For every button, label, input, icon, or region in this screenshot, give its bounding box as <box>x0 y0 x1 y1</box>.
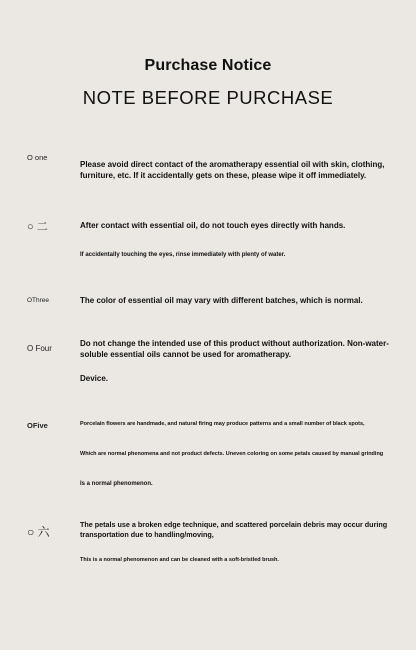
notice-item-five-text-2: Which are normal phenomena and not product defects. Uneven coloring on some petals caused by manual grinding <box>80 451 384 457</box>
notice-item-four-text: Do not change the intended use of this product without authorization. Non-water-soluble essential oils cannot be used for aromatherapy. <box>80 339 389 359</box>
notice-item-five-text-3: Is a normal phenomenon. <box>80 481 153 487</box>
notice-item-five-text-1: Porcelain flowers are handmade, and natural firing may produce patterns and a small number of black spots, <box>80 421 365 427</box>
notice-item-six-subtext: This is a normal phenomenon and can be cleaned with a soft-bristled brush. <box>80 557 279 563</box>
notice-item-four-subtext: Device. <box>80 374 109 383</box>
page-subtitle: NOTE BEFORE PURCHASE <box>82 87 334 108</box>
notice-item-two-subtext: If accidentally touching the eyes, rinse immediately with plenty of water. <box>80 252 286 258</box>
notice-item-one-label: O one <box>27 153 48 162</box>
notice-item-six-text: The petals use a broken edge technique, and scattered porcelain debris may occur during transportation due to handling/moving, <box>80 520 388 539</box>
notice-item-two-text: After contact with essential oil, do not touch eyes directly with hands. <box>80 221 346 230</box>
notice-item-three-text: The color of essential oil may vary with different batches, which is normal. <box>80 296 363 305</box>
notice-item-two-label: ○ 二 <box>27 221 48 233</box>
notice-item-three-label: OThree <box>27 297 50 304</box>
notice-item-one-text: Please avoid direct contact of the aromatherapy essential oil with skin, clothing, furniture, etc. If it accidentally gets on these, please wipe it off immediately. <box>80 160 385 180</box>
notice-item-six-label: ○ 六 <box>27 525 50 539</box>
notice-item-five-label: OFive <box>27 421 48 430</box>
notice-item-four-label: O Four <box>27 344 52 353</box>
page-title: Purchase Notice <box>144 57 272 74</box>
